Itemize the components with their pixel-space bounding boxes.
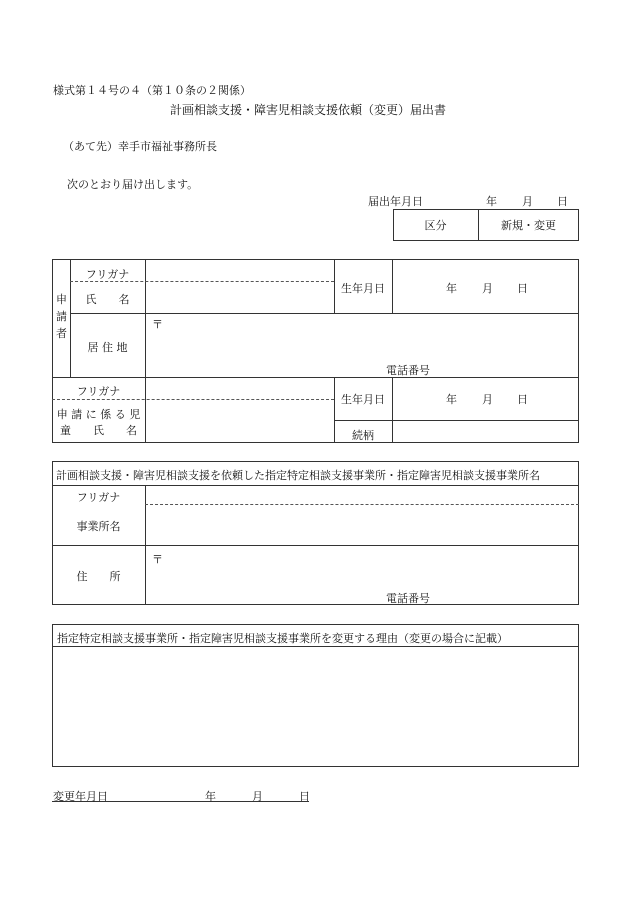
intro-text: 次のとおり届け出します。	[67, 178, 199, 191]
change-date-day-input[interactable]	[266, 787, 294, 800]
submission-date-label: 届出年月日	[368, 195, 423, 208]
applicant-name-input[interactable]	[150, 287, 330, 307]
applicant-address-input[interactable]	[165, 318, 570, 354]
child-name-input[interactable]	[150, 405, 330, 435]
office-header: 計画相談支援・障害児相談支援を依頼した指定特定相談支援事業所・指定障害児相談支援事業所名	[56, 469, 540, 482]
form-title: 計画相談支援・障害児相談支援依頼（変更）届出書	[170, 103, 447, 117]
classification-label: 区分	[424, 219, 447, 232]
submission-date-month-input[interactable]	[500, 192, 520, 206]
office-name-label: 事業所名	[76, 520, 121, 533]
child-name-label-line1: 申 請 に 係 る 児	[56, 408, 141, 421]
change-reason-header: 指定特定相談支援事業所・指定障害児相談支援事業所を変更する理由（変更の場合に記載）	[57, 632, 508, 645]
office-name-input[interactable]	[150, 510, 570, 540]
submission-date-day-suffix: 日	[557, 195, 568, 208]
change-reason-textarea[interactable]	[56, 650, 574, 762]
child-furigana-label: フリガナ	[76, 385, 121, 398]
change-date-month-input[interactable]	[220, 787, 248, 800]
addressee: （あて先）幸手市福祉事務所長	[63, 140, 217, 153]
child-name-label-line2: 童 氏 名	[60, 424, 137, 437]
child-birth-day: 日	[517, 393, 528, 406]
applicant-name-label: 氏 名	[85, 293, 130, 306]
child-furigana-input[interactable]	[150, 381, 330, 396]
classification-value[interactable]: 新規・変更	[501, 219, 556, 232]
form-number: 様式第１４号の４（第１０条の２関係）	[53, 84, 251, 97]
applicant-section-label: 申請者	[56, 293, 67, 340]
submission-date-year-suffix: 年	[486, 195, 497, 208]
child-relationship-input[interactable]	[397, 424, 572, 439]
child-birth-date-label: 生年月日	[341, 393, 385, 406]
office-phone-label: 電話番号	[386, 592, 430, 605]
submission-date-day-input[interactable]	[536, 192, 556, 206]
office-postal-mark: 〒	[152, 553, 163, 566]
office-address-input[interactable]	[165, 552, 570, 582]
applicant-address-label: 居 住 地	[87, 341, 128, 354]
applicant-furigana-input[interactable]	[150, 264, 330, 279]
change-date-year-suffix: 年	[205, 790, 216, 803]
child-birth-month: 月	[482, 393, 493, 406]
applicant-phone-label: 電話番号	[386, 364, 430, 377]
applicant-birth-date-label: 生年月日	[341, 282, 385, 295]
submission-date-year-input[interactable]	[430, 192, 480, 206]
applicant-birth-year: 年	[446, 282, 457, 295]
applicant-postal-mark: 〒	[152, 318, 163, 331]
child-birth-year: 年	[446, 393, 457, 406]
submission-date-month-suffix: 月	[522, 195, 533, 208]
office-furigana-label: フリガナ	[76, 491, 121, 504]
child-relationship-label: 続柄	[352, 429, 374, 442]
change-date-year-input[interactable]	[145, 787, 200, 800]
applicant-birth-day: 日	[517, 282, 528, 295]
applicant-furigana-label: フリガナ	[85, 268, 130, 281]
office-address-label: 住 所	[76, 570, 121, 583]
change-date-day-suffix: 日	[299, 790, 310, 803]
applicant-birth-month: 月	[482, 282, 493, 295]
change-date-label: 変更年月日	[53, 790, 108, 803]
change-date-month-suffix: 月	[252, 790, 263, 803]
office-furigana-input[interactable]	[150, 488, 570, 502]
